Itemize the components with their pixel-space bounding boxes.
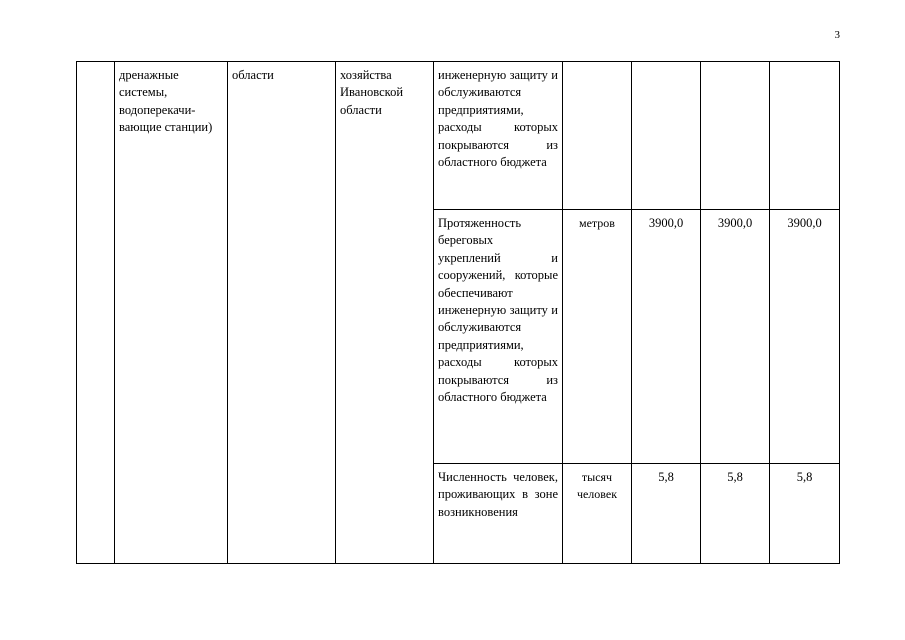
table-cell-value: 5,8 xyxy=(770,464,840,564)
table-cell-unit: тысяч человек xyxy=(563,464,632,564)
table-cell-value: 3900,0 xyxy=(770,210,840,464)
table-cell-object: дренажные системы, водоперекачи-вающие станции) xyxy=(115,62,228,564)
data-table xyxy=(76,61,840,564)
table-cell-value xyxy=(770,62,840,210)
page-number: 3 xyxy=(834,29,840,41)
table-row xyxy=(77,62,840,210)
table-cell-value: 3900,0 xyxy=(632,210,701,464)
table-cell-unit xyxy=(563,62,632,210)
table-cell-value xyxy=(632,62,701,210)
table-cell-owner: хозяйства Ивановской области xyxy=(336,62,434,564)
table-cell-number xyxy=(77,62,115,564)
table-cell-indicator: Протяженность береговых укреплений и сооружений, которые обеспечивают инженерную защиту и обслуживаются предприятиями, расходы которых покрываются из областного бюджета xyxy=(434,210,563,464)
table-cell-indicator: Численность человек, проживающих в зоне возникновения xyxy=(434,464,563,564)
table-cell-indicator: инженерную защиту и обслуживаются предприятиями, расходы которых покрываются из областного бюджета xyxy=(434,62,563,210)
table-cell-unit: метров xyxy=(563,210,632,464)
table-cell-value: 5,8 xyxy=(701,464,770,564)
table-cell-level: области xyxy=(228,62,336,564)
table-cell-value: 3900,0 xyxy=(701,210,770,464)
table-cell-value xyxy=(701,62,770,210)
table-cell-value: 5,8 xyxy=(632,464,701,564)
